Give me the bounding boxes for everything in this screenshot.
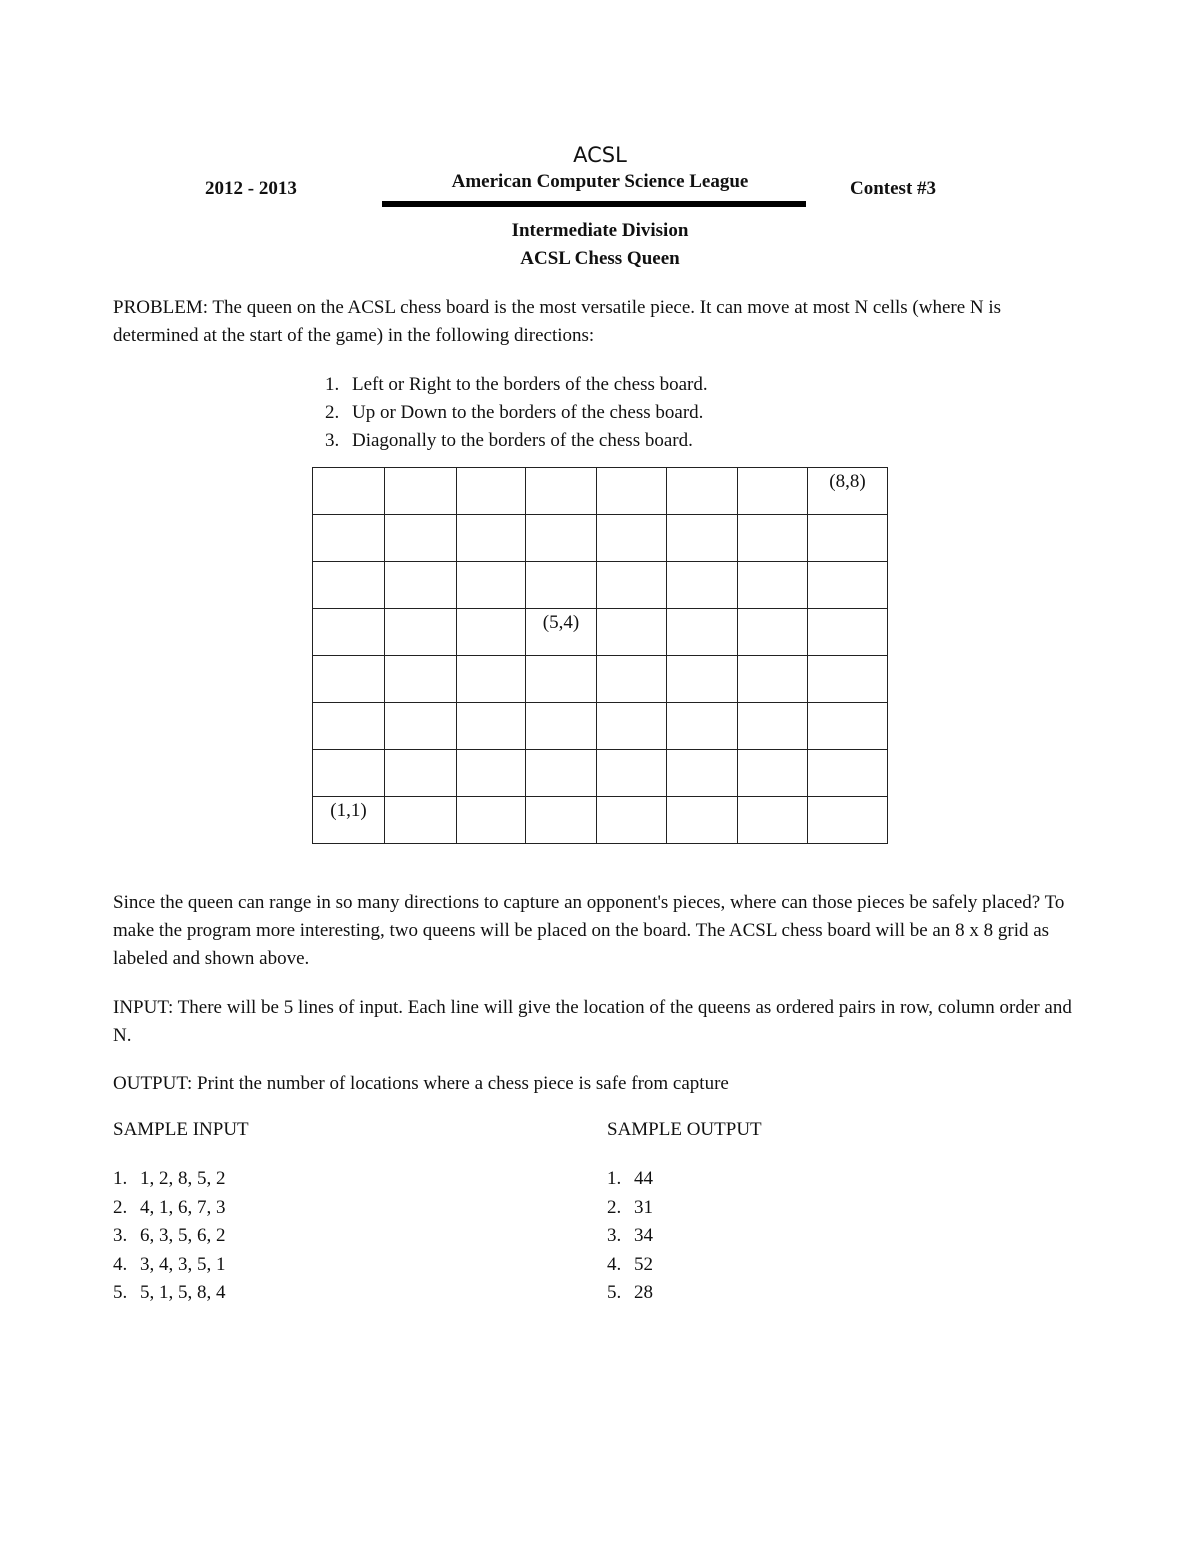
sample-output-value: 31 bbox=[634, 1196, 653, 1218]
board-cell bbox=[597, 609, 667, 656]
board-cell bbox=[667, 750, 738, 797]
sample-output-value: 28 bbox=[634, 1282, 653, 1304]
direction-item bbox=[325, 399, 708, 427]
board-cell bbox=[526, 703, 597, 750]
board-cell bbox=[808, 468, 888, 515]
board-cell bbox=[385, 468, 457, 515]
board-cell bbox=[313, 750, 385, 797]
board-cell bbox=[738, 750, 808, 797]
directions-list bbox=[325, 371, 708, 455]
board-cell bbox=[385, 703, 457, 750]
board-cell bbox=[526, 562, 597, 609]
chess-board-grid bbox=[312, 467, 888, 844]
board-cell bbox=[385, 562, 457, 609]
sample-number: 5. bbox=[113, 1282, 128, 1304]
board-cell bbox=[457, 468, 526, 515]
problem-intro: PROBLEM: The queen on the ACSL chess board is the most versatile piece. It can move at most N cells (where N is determined at the start of the game) in the following directions: bbox=[113, 297, 1002, 346]
board-cell bbox=[808, 703, 888, 750]
board-cell bbox=[667, 656, 738, 703]
direction-text: Diagonally to the borders of the chess board. bbox=[352, 430, 693, 451]
board-cell bbox=[526, 750, 597, 797]
board-cell bbox=[597, 468, 667, 515]
sample-number: 4. bbox=[113, 1253, 128, 1275]
board-cell bbox=[738, 797, 808, 844]
sample-input-value: 6, 3, 5, 6, 2 bbox=[140, 1225, 226, 1247]
board-cell bbox=[385, 797, 457, 844]
direction-number: 1. bbox=[325, 374, 340, 395]
sample-output-value: 52 bbox=[634, 1253, 653, 1275]
header-rule bbox=[382, 201, 806, 207]
board-cell bbox=[808, 609, 888, 656]
board-cell bbox=[313, 468, 385, 515]
board-row bbox=[313, 750, 888, 797]
board-cell bbox=[313, 562, 385, 609]
sample-input-item bbox=[113, 1279, 226, 1308]
sample-number: 3. bbox=[113, 1225, 128, 1247]
direction-text: Up or Down to the borders of the chess board. bbox=[352, 402, 704, 423]
board-cell bbox=[667, 797, 738, 844]
board-row bbox=[313, 609, 888, 656]
board-cell bbox=[313, 703, 385, 750]
sample-output-heading: SAMPLE OUTPUT bbox=[607, 1119, 762, 1140]
board-cell bbox=[457, 609, 526, 656]
board-cell bbox=[738, 468, 808, 515]
board-cell bbox=[738, 562, 808, 609]
contest-number: Contest #3 bbox=[850, 178, 937, 199]
board-cell bbox=[457, 656, 526, 703]
sample-output-value: 44 bbox=[634, 1168, 653, 1189]
board-row bbox=[313, 562, 888, 609]
sample-input-value: 3, 4, 3, 5, 1 bbox=[140, 1253, 226, 1275]
board-cell bbox=[597, 562, 667, 609]
board-cell bbox=[597, 750, 667, 797]
cell-coordinate-label: (8,8) bbox=[829, 471, 866, 492]
direction-item bbox=[325, 371, 708, 399]
board-cell bbox=[738, 515, 808, 562]
board-cell bbox=[738, 609, 808, 656]
sample-number: 1. bbox=[113, 1168, 128, 1189]
board-cell bbox=[808, 515, 888, 562]
sample-output-item bbox=[607, 1279, 653, 1308]
direction-text: Left or Right to the borders of the chess board. bbox=[352, 374, 708, 395]
board-cell bbox=[313, 515, 385, 562]
direction-number: 3. bbox=[325, 430, 340, 451]
org-short-title: ACSL bbox=[573, 143, 627, 167]
sample-number: 3. bbox=[607, 1225, 622, 1247]
board-cell bbox=[808, 797, 888, 844]
board-cell bbox=[667, 609, 738, 656]
board-cell bbox=[597, 656, 667, 703]
problem-title: ACSL Chess Queen bbox=[520, 248, 680, 269]
board-cell bbox=[457, 750, 526, 797]
sample-output-item bbox=[607, 1222, 653, 1251]
sample-input-list bbox=[113, 1165, 226, 1308]
direction-number: 2. bbox=[325, 402, 340, 423]
board-cell bbox=[313, 797, 385, 844]
board-cell bbox=[526, 656, 597, 703]
org-full-name: American Computer Science League bbox=[451, 171, 749, 192]
board-cell bbox=[526, 468, 597, 515]
school-year: 2012 - 2013 bbox=[205, 178, 297, 199]
sample-input-value: 1, 2, 8, 5, 2 bbox=[140, 1168, 226, 1189]
board-cell bbox=[457, 515, 526, 562]
board-cell bbox=[457, 797, 526, 844]
board-cell bbox=[738, 703, 808, 750]
input-description: INPUT: There will be 5 lines of input. Each line will give the location of the queens as ordered pairs in row, column order and N. bbox=[113, 997, 1072, 1046]
board-cell bbox=[597, 797, 667, 844]
division-title: Intermediate Division bbox=[511, 220, 689, 241]
sample-input-heading: SAMPLE INPUT bbox=[113, 1119, 249, 1140]
sample-input-item bbox=[113, 1194, 226, 1223]
sample-output-item bbox=[607, 1194, 653, 1223]
sample-output-item bbox=[607, 1165, 653, 1194]
board-cell bbox=[808, 656, 888, 703]
sample-input-item bbox=[113, 1165, 226, 1194]
sample-input-value: 5, 1, 5, 8, 4 bbox=[140, 1282, 226, 1304]
sample-output-item bbox=[607, 1251, 653, 1280]
board-row bbox=[313, 656, 888, 703]
direction-item bbox=[325, 427, 708, 455]
board-cell bbox=[667, 562, 738, 609]
board-cell bbox=[526, 609, 597, 656]
board-row bbox=[313, 515, 888, 562]
board-cell bbox=[667, 703, 738, 750]
sample-input-value: 4, 1, 6, 7, 3 bbox=[140, 1196, 226, 1218]
cell-coordinate-label: (1,1) bbox=[330, 800, 367, 821]
board-row bbox=[313, 703, 888, 750]
board-cell bbox=[667, 468, 738, 515]
sample-input-item bbox=[113, 1222, 226, 1251]
board-cell bbox=[808, 562, 888, 609]
sample-number: 4. bbox=[607, 1253, 622, 1275]
board-cell bbox=[526, 515, 597, 562]
board-cell bbox=[526, 797, 597, 844]
output-description: OUTPUT: Print the number of locations where a chess piece is safe from capture bbox=[113, 1073, 729, 1094]
sample-number: 5. bbox=[607, 1282, 622, 1304]
board-cell bbox=[313, 609, 385, 656]
board-cell bbox=[313, 656, 385, 703]
sample-output-list bbox=[607, 1165, 653, 1308]
sample-number: 1. bbox=[607, 1168, 622, 1189]
sample-input-item bbox=[113, 1251, 226, 1280]
body-paragraph: Since the queen can range in so many directions to capture an opponent's pieces, where can those pieces be safely placed? To make the program more interesting, two queens will be placed on the board. The ACSL chess board will be an 8 x 8 grid as labeled and shown above. bbox=[113, 892, 1065, 969]
board-row bbox=[313, 797, 888, 844]
board-cell bbox=[385, 750, 457, 797]
sample-output-value: 34 bbox=[634, 1225, 653, 1247]
board-cell bbox=[385, 515, 457, 562]
cell-coordinate-label: (5,4) bbox=[542, 612, 580, 633]
board-cell bbox=[385, 656, 457, 703]
sample-number: 2. bbox=[113, 1196, 128, 1218]
board-cell bbox=[457, 703, 526, 750]
board-cell bbox=[667, 515, 738, 562]
board-cell bbox=[457, 562, 526, 609]
board-cell bbox=[597, 703, 667, 750]
board-cell bbox=[385, 609, 457, 656]
board-cell bbox=[738, 656, 808, 703]
board-row bbox=[313, 468, 888, 515]
sample-number: 2. bbox=[607, 1196, 622, 1218]
board-cell bbox=[808, 750, 888, 797]
board-cell bbox=[597, 515, 667, 562]
